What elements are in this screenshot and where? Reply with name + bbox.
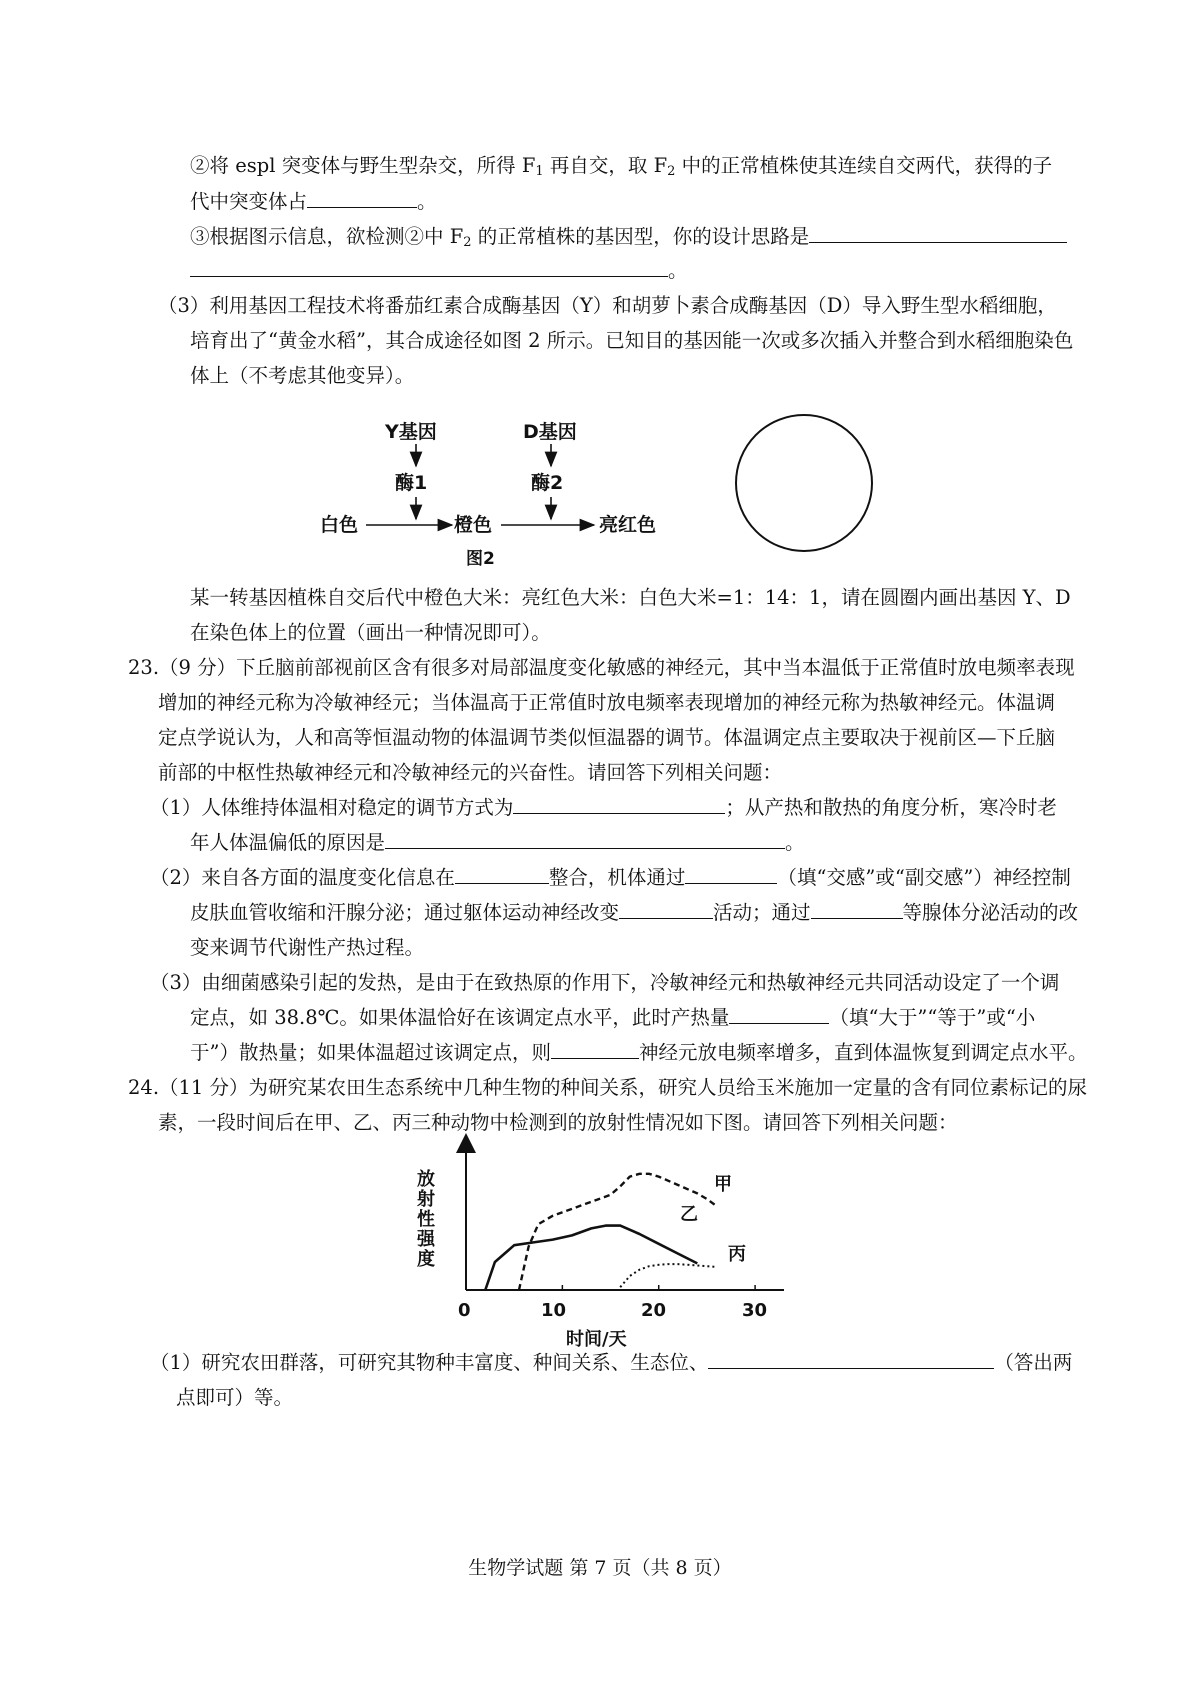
q24-stem-line2: 素，一段时间后在甲、乙、丙三种动物中检测到的放射性情况如下图。请回答下列相关问题： xyxy=(158,1111,958,1134)
text: 代中突变体占 xyxy=(190,190,308,213)
text: 中的正常植株使其连续自交两代，获得的子 xyxy=(675,154,1053,177)
q24-stem-line1: 24.（11 分）为研究某农田生态系统中几种生物的种间关系，研究人员给玉米施加一定量的含有同位素标记的尿 xyxy=(128,1076,1088,1099)
text: （1）研究农田群落，可研究其物种丰富度、种间关系、生态位、 xyxy=(150,1351,709,1374)
text: （填“大于”“等于”或“小 xyxy=(829,1006,1036,1029)
page-footer: 生物学试题 第 7 页（共 8 页） xyxy=(468,1557,732,1579)
x-axis-label: 时间/天 xyxy=(566,1329,627,1350)
text: ②将 espl 突变体与野生型杂交，所得 F xyxy=(190,154,536,177)
series-line-2 xyxy=(620,1264,716,1287)
text: 整合，机体通过 xyxy=(548,866,686,889)
text: 定点，如 38.8℃。如果体温恰好在该调定点水平，此时产热量 xyxy=(190,1006,730,1029)
series-layer xyxy=(466,1174,755,1290)
text: ③根据图示信息，欲检测②中 F xyxy=(190,225,464,248)
text: ；从产热和散热的角度分析，寒冷时老 xyxy=(725,796,1057,819)
text: 再自交，取 F xyxy=(543,154,668,177)
text: 活动；通过 xyxy=(713,901,811,924)
text: 皮肤血管收缩和汗腺分泌；通过躯体运动神经改变 xyxy=(190,901,620,924)
subscript: 2 xyxy=(667,164,676,179)
x-tick-0: 0 xyxy=(458,1300,471,1321)
text: 的正常植株的基因型，你的设计思路是 xyxy=(471,225,810,248)
q23-part3-line1: （3）由细菌感染引起的发热，是由于在致热原的作用下，冷敏神经元和热敏神经元共同活动设定了一个调 xyxy=(150,971,1060,994)
x-tick-10: 10 xyxy=(541,1300,567,1321)
series-label-yi: 乙 xyxy=(680,1204,698,1225)
y-axis-label: 放射性强度 xyxy=(417,1169,435,1270)
q24-part1-line1 xyxy=(150,1345,1072,1381)
q23-part2-line3: 变来调节代谢性产热过程。 xyxy=(190,936,425,959)
text: （1）人体维持体温相对稳定的调节方式为 xyxy=(150,796,514,819)
text: 年人体温偏低的原因是 xyxy=(190,831,386,854)
bright-red-label: 亮红色 xyxy=(599,514,657,536)
q23-stem-line3: 定点学说认为，人和高等恒温动物的体温调节类似恒温器的调节。体温调定点主要取决于视前区—下丘脑 xyxy=(158,726,1056,749)
q24-part1-line2: 点即可）等。 xyxy=(176,1386,294,1409)
x-tick-20: 20 xyxy=(641,1300,667,1321)
subscript: 1 xyxy=(535,164,544,179)
text: 。 xyxy=(668,259,688,282)
q23-stem-line4: 前部的中枢性热敏神经元和冷敏神经元的兴奋性。请回答下列相关问题： xyxy=(158,761,783,784)
subscript: 2 xyxy=(463,235,472,250)
enzyme1-label: 酶1 xyxy=(395,472,428,494)
x-tick-30: 30 xyxy=(742,1300,768,1321)
answer-blank[interactable] xyxy=(708,1346,994,1369)
enzyme2-label: 酶2 xyxy=(531,472,564,494)
text: 。 xyxy=(785,831,805,854)
text: 神经元放电频率增多，直到体温恢复到调定点水平。 xyxy=(638,1041,1088,1064)
series-label-bing: 丙 xyxy=(728,1244,746,1265)
y-gene-label: Y基因 xyxy=(385,421,437,443)
q23-stem-line2: 增加的神经元称为冷敏神经元；当体温高于正常值时放电频率表现增加的神经元称为热敏神经元。体温调 xyxy=(158,691,1056,714)
d-gene-label: D基因 xyxy=(523,421,577,443)
q23-stem-line1: 23.（9 分）下丘脑前部视前区含有很多对局部温度变化敏感的神经元，其中当本温低于正常值时放电频率表现 xyxy=(128,656,1075,679)
series-line-0 xyxy=(485,1226,697,1290)
text: （2）来自各方面的温度变化信息在 xyxy=(150,866,455,889)
series-label-jia: 甲 xyxy=(714,1174,732,1195)
figure2-caption: 图2 xyxy=(466,549,495,569)
series-line-1 xyxy=(519,1174,717,1290)
text: （答出两 xyxy=(994,1351,1073,1374)
white-label: 白色 xyxy=(320,514,359,536)
text: 。 xyxy=(417,190,437,213)
q22-part3-line1: （3）利用基因工程技术将番茄红素合成酶基因（Y）和胡萝卜素合成酶基因（D）导入野生型水稻细胞， xyxy=(158,294,1057,317)
q22-after-line1: 某一转基因植株自交后代中橙色大米：亮红色大米：白色大米=1：14：1，请在圆圈内画出基因 Y、D xyxy=(190,586,1071,609)
q22-part3-line3: 体上（不考虑其他变异）。 xyxy=(190,364,415,387)
text: （填“交感”或“副交感”）神经控制 xyxy=(777,866,1071,889)
text: 于”）散热量；如果体温超过该调定点，则 xyxy=(190,1041,551,1064)
q22-after-line2: 在染色体上的位置（画出一种情况即可）。 xyxy=(190,621,551,644)
text: 等腺体分泌活动的改 xyxy=(902,901,1079,924)
q22-part3-line2: 培育出了“黄金水稻”，其合成途径如图 2 所示。已知目的基因能一次或多次插入并整合到水稻细胞染色 xyxy=(190,329,1074,352)
orange-label: 橙色 xyxy=(454,514,493,536)
